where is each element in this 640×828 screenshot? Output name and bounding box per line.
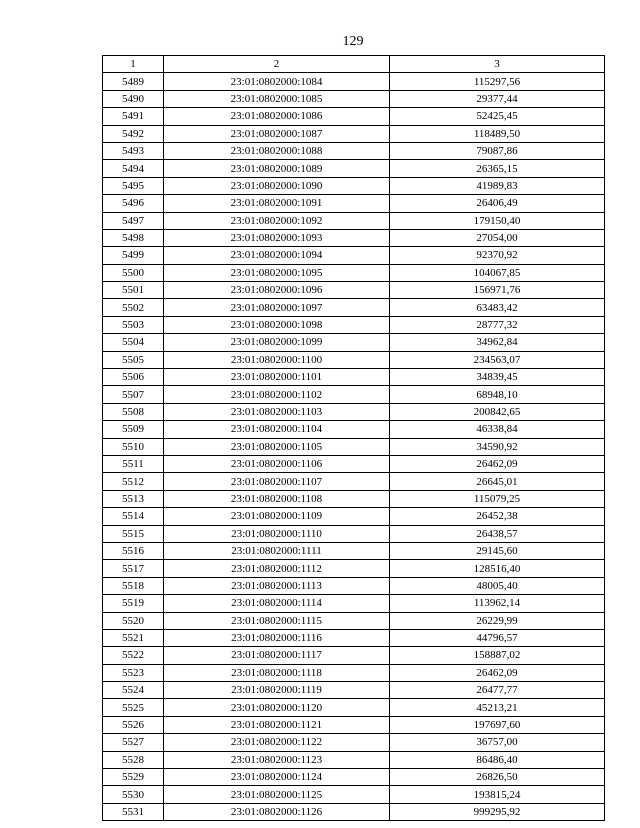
- value-cell: 27054,00: [390, 229, 605, 246]
- row-number-cell: 5498: [103, 229, 164, 246]
- value-cell: 158887,02: [390, 647, 605, 664]
- cadastral-id-cell: 23:01:0802000:1101: [164, 369, 390, 386]
- row-number-cell: 5511: [103, 455, 164, 472]
- table-row: [103, 386, 605, 403]
- table-row: [103, 403, 605, 420]
- cadastral-id-cell: 23:01:0802000:1114: [164, 595, 390, 612]
- row-number-cell: 5501: [103, 282, 164, 299]
- table-row: [103, 73, 605, 90]
- cadastral-id-cell: 23:01:0802000:1113: [164, 577, 390, 594]
- cadastral-id-cell: 23:01:0802000:1105: [164, 438, 390, 455]
- cadastral-id-cell: 23:01:0802000:1106: [164, 455, 390, 472]
- cadastral-id-cell: 23:01:0802000:1096: [164, 282, 390, 299]
- cadastral-id-cell: 23:01:0802000:1118: [164, 664, 390, 681]
- cadastral-id-cell: 23:01:0802000:1092: [164, 212, 390, 229]
- cadastral-id-cell: 23:01:0802000:1085: [164, 90, 390, 107]
- cadastral-id-cell: 23:01:0802000:1110: [164, 525, 390, 542]
- table-row: [103, 577, 605, 594]
- table-row: [103, 490, 605, 507]
- column-header-cadastral-id: 2: [164, 56, 390, 73]
- value-cell: 68948,10: [390, 386, 605, 403]
- value-cell: 34839,45: [390, 369, 605, 386]
- value-cell: 41989,83: [390, 177, 605, 194]
- row-number-cell: 5499: [103, 247, 164, 264]
- header-row: [103, 56, 605, 73]
- row-number-cell: 5526: [103, 716, 164, 733]
- cadastral-id-cell: 23:01:0802000:1124: [164, 769, 390, 786]
- value-cell: 197697,60: [390, 716, 605, 733]
- row-number-cell: 5507: [103, 386, 164, 403]
- cadastral-id-cell: 23:01:0802000:1125: [164, 786, 390, 803]
- value-cell: 45213,21: [390, 699, 605, 716]
- value-cell: 34962,84: [390, 334, 605, 351]
- value-cell: 44796,57: [390, 629, 605, 646]
- row-number-cell: 5492: [103, 125, 164, 142]
- value-cell: 26462,09: [390, 455, 605, 472]
- table-row: [103, 90, 605, 107]
- column-header-value: 3: [390, 56, 605, 73]
- row-number-cell: 5516: [103, 542, 164, 559]
- table-row: [103, 264, 605, 281]
- row-number-cell: 5520: [103, 612, 164, 629]
- cadastral-id-cell: 23:01:0802000:1107: [164, 473, 390, 490]
- table-row: [103, 508, 605, 525]
- value-cell: 26826,50: [390, 769, 605, 786]
- cadastral-id-cell: 23:01:0802000:1111: [164, 542, 390, 559]
- value-cell: 92370,92: [390, 247, 605, 264]
- table-row: [103, 316, 605, 333]
- row-number-cell: 5512: [103, 473, 164, 490]
- table-row: [103, 682, 605, 699]
- table-row: [103, 716, 605, 733]
- table-row: [103, 369, 605, 386]
- table-row: [103, 125, 605, 142]
- value-cell: 26406,49: [390, 195, 605, 212]
- row-number-cell: 5527: [103, 734, 164, 751]
- value-cell: 26645,01: [390, 473, 605, 490]
- table-row: [103, 142, 605, 159]
- table-row: [103, 195, 605, 212]
- row-number-cell: 5506: [103, 369, 164, 386]
- value-cell: 179150,40: [390, 212, 605, 229]
- value-cell: 63483,42: [390, 299, 605, 316]
- value-cell: 26452,38: [390, 508, 605, 525]
- cadastral-id-cell: 23:01:0802000:1097: [164, 299, 390, 316]
- table-row: [103, 734, 605, 751]
- row-number-cell: 5490: [103, 90, 164, 107]
- row-number-cell: 5496: [103, 195, 164, 212]
- value-cell: 26229,99: [390, 612, 605, 629]
- row-number-cell: 5521: [103, 629, 164, 646]
- table-row: [103, 786, 605, 803]
- row-number-cell: 5494: [103, 160, 164, 177]
- value-cell: 26477,77: [390, 682, 605, 699]
- value-cell: 86486,40: [390, 751, 605, 768]
- row-number-cell: 5493: [103, 142, 164, 159]
- value-cell: 79087,86: [390, 142, 605, 159]
- table-row: [103, 525, 605, 542]
- table-row: [103, 351, 605, 368]
- table-row: [103, 334, 605, 351]
- cadastral-id-cell: 23:01:0802000:1100: [164, 351, 390, 368]
- table-row: [103, 664, 605, 681]
- cadastral-id-cell: 23:01:0802000:1089: [164, 160, 390, 177]
- table-row: [103, 629, 605, 646]
- value-cell: 29145,60: [390, 542, 605, 559]
- row-number-cell: 5531: [103, 803, 164, 820]
- value-cell: 104067,85: [390, 264, 605, 281]
- cadastral-id-cell: 23:01:0802000:1086: [164, 108, 390, 125]
- cadastral-id-cell: 23:01:0802000:1084: [164, 73, 390, 90]
- row-number-cell: 5522: [103, 647, 164, 664]
- cadastral-id-cell: 23:01:0802000:1091: [164, 195, 390, 212]
- value-cell: 128516,40: [390, 560, 605, 577]
- row-number-cell: 5508: [103, 403, 164, 420]
- row-number-cell: 5489: [103, 73, 164, 90]
- cadastral-id-cell: 23:01:0802000:1121: [164, 716, 390, 733]
- table-row: [103, 542, 605, 559]
- row-number-cell: 5510: [103, 438, 164, 455]
- table-row: [103, 769, 605, 786]
- value-cell: 193815,24: [390, 786, 605, 803]
- row-number-cell: 5505: [103, 351, 164, 368]
- cadastral-id-cell: 23:01:0802000:1112: [164, 560, 390, 577]
- cadastral-id-cell: 23:01:0802000:1117: [164, 647, 390, 664]
- table-row: [103, 108, 605, 125]
- value-cell: 234563,07: [390, 351, 605, 368]
- row-number-cell: 5517: [103, 560, 164, 577]
- row-number-cell: 5515: [103, 525, 164, 542]
- value-cell: 115079,25: [390, 490, 605, 507]
- table-row: [103, 299, 605, 316]
- cadastral-id-cell: 23:01:0802000:1098: [164, 316, 390, 333]
- value-cell: 36757,00: [390, 734, 605, 751]
- value-cell: 26462,09: [390, 664, 605, 681]
- table-row: [103, 160, 605, 177]
- registry-table: [102, 55, 605, 821]
- value-cell: 46338,84: [390, 421, 605, 438]
- value-cell: 999295,92: [390, 803, 605, 820]
- cadastral-id-cell: 23:01:0802000:1102: [164, 386, 390, 403]
- column-header-number: 1: [103, 56, 164, 73]
- row-number-cell: 5519: [103, 595, 164, 612]
- table-row: [103, 229, 605, 246]
- cadastral-id-cell: 23:01:0802000:1104: [164, 421, 390, 438]
- table-header: [103, 56, 605, 73]
- cadastral-id-cell: 23:01:0802000:1116: [164, 629, 390, 646]
- table-row: [103, 595, 605, 612]
- row-number-cell: 5530: [103, 786, 164, 803]
- cadastral-id-cell: 23:01:0802000:1115: [164, 612, 390, 629]
- value-cell: 118489,50: [390, 125, 605, 142]
- cadastral-id-cell: 23:01:0802000:1103: [164, 403, 390, 420]
- row-number-cell: 5500: [103, 264, 164, 281]
- table-row: [103, 647, 605, 664]
- table-row: [103, 282, 605, 299]
- table-row: [103, 177, 605, 194]
- cadastral-id-cell: 23:01:0802000:1093: [164, 229, 390, 246]
- table-row: [103, 473, 605, 490]
- row-number-cell: 5523: [103, 664, 164, 681]
- value-cell: 200842,65: [390, 403, 605, 420]
- cadastral-id-cell: 23:01:0802000:1123: [164, 751, 390, 768]
- value-cell: 34590,92: [390, 438, 605, 455]
- table-row: [103, 438, 605, 455]
- row-number-cell: 5504: [103, 334, 164, 351]
- table-row: [103, 751, 605, 768]
- table-row: [103, 212, 605, 229]
- cadastral-id-cell: 23:01:0802000:1099: [164, 334, 390, 351]
- row-number-cell: 5502: [103, 299, 164, 316]
- row-number-cell: 5518: [103, 577, 164, 594]
- cadastral-id-cell: 23:01:0802000:1120: [164, 699, 390, 716]
- row-number-cell: 5495: [103, 177, 164, 194]
- row-number-cell: 5528: [103, 751, 164, 768]
- cadastral-id-cell: 23:01:0802000:1090: [164, 177, 390, 194]
- value-cell: 29377,44: [390, 90, 605, 107]
- row-number-cell: 5509: [103, 421, 164, 438]
- cadastral-id-cell: 23:01:0802000:1094: [164, 247, 390, 264]
- row-number-cell: 5514: [103, 508, 164, 525]
- cadastral-id-cell: 23:01:0802000:1119: [164, 682, 390, 699]
- value-cell: 48005,40: [390, 577, 605, 594]
- cadastral-id-cell: 23:01:0802000:1087: [164, 125, 390, 142]
- table-row: [103, 455, 605, 472]
- table-row: [103, 560, 605, 577]
- value-cell: 113962,14: [390, 595, 605, 612]
- row-number-cell: 5503: [103, 316, 164, 333]
- row-number-cell: 5513: [103, 490, 164, 507]
- cadastral-id-cell: 23:01:0802000:1126: [164, 803, 390, 820]
- row-number-cell: 5524: [103, 682, 164, 699]
- row-number-cell: 5529: [103, 769, 164, 786]
- value-cell: 28777,32: [390, 316, 605, 333]
- cadastral-id-cell: 23:01:0802000:1095: [164, 264, 390, 281]
- page-number: 129: [342, 34, 364, 49]
- row-number-cell: 5491: [103, 108, 164, 125]
- value-cell: 26365,15: [390, 160, 605, 177]
- table-body: [103, 73, 605, 821]
- cadastral-id-cell: 23:01:0802000:1108: [164, 490, 390, 507]
- table-row: [103, 803, 605, 820]
- value-cell: 26438,57: [390, 525, 605, 542]
- table-row: [103, 699, 605, 716]
- table-row: [103, 421, 605, 438]
- cadastral-id-cell: 23:01:0802000:1109: [164, 508, 390, 525]
- value-cell: 115297,56: [390, 73, 605, 90]
- table-row: [103, 247, 605, 264]
- cadastral-id-cell: 23:01:0802000:1122: [164, 734, 390, 751]
- row-number-cell: 5497: [103, 212, 164, 229]
- value-cell: 156971,76: [390, 282, 605, 299]
- row-number-cell: 5525: [103, 699, 164, 716]
- table-row: [103, 612, 605, 629]
- cadastral-id-cell: 23:01:0802000:1088: [164, 142, 390, 159]
- value-cell: 52425,45: [390, 108, 605, 125]
